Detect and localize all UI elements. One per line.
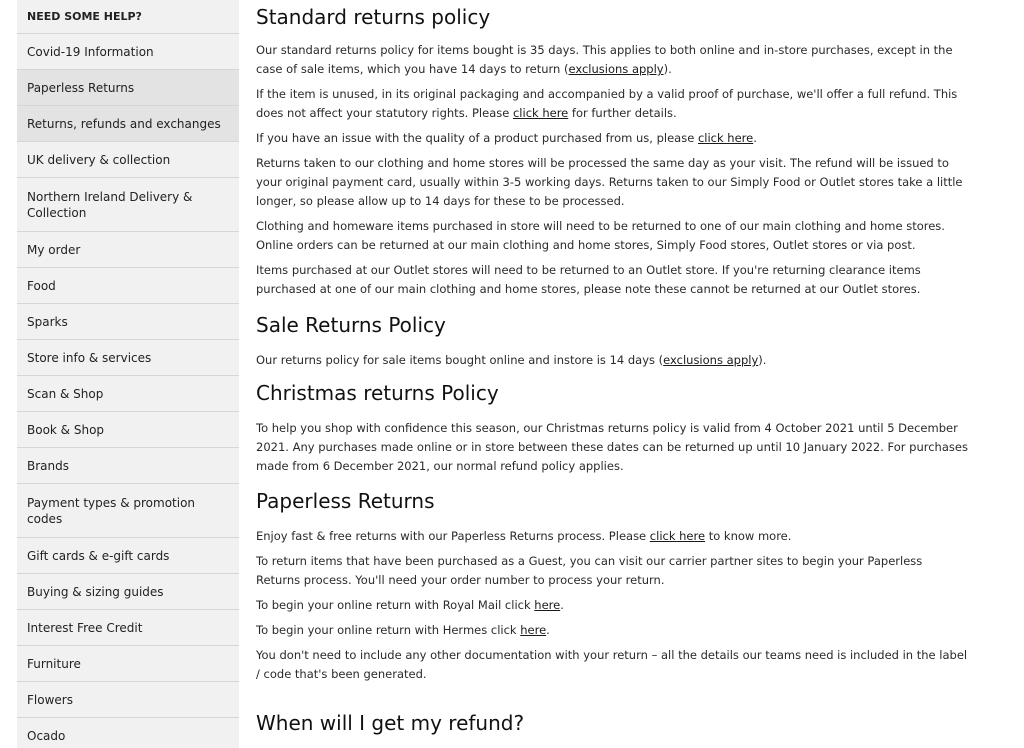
standard-paragraph-1 [256, 41, 968, 79]
paperless-paragraph-4 [256, 621, 968, 640]
text-span: for further details. [568, 106, 677, 120]
text-span: . [546, 623, 550, 637]
sidebar-item-payment-types[interactable]: Payment types & promotion codes [17, 484, 239, 538]
sale-paragraph-1 [256, 351, 968, 370]
text-span: Our returns policy for sale items bought online and instore is 14 days ( [256, 353, 664, 367]
text-span: To begin your online return with Hermes click [256, 623, 521, 637]
sale-returns-heading: Sale Returns Policy [256, 313, 446, 337]
christmas-returns-heading: Christmas returns Policy [256, 381, 499, 405]
paperless-returns-section [256, 488, 968, 690]
sidebar-header: NEED SOME HELP? [17, 0, 239, 34]
sidebar-item-store-info[interactable]: Store info & services [17, 340, 239, 376]
text-span: . [560, 598, 564, 612]
paperless-paragraph-5: You don't need to include any other documentation with your return – all the details our teams need is included in the label / code that's been generated. [256, 648, 968, 681]
text-span: If the item is unused, in its original packaging and accompanied by a valid proof of purchase, we'll offer a full refund. This does not affect your statutory rights. Please [256, 87, 958, 120]
refund-section [256, 710, 968, 736]
text-span: Our standard returns policy for items bought is 35 days. This applies to both online and in-store purchases, except in the case of sale items, which you have 14 days to return ( [256, 43, 953, 76]
sidebar-item-my-order[interactable]: My order [17, 232, 239, 268]
exclusions-link[interactable]: exclusions apply [568, 62, 664, 76]
sidebar-item-book-shop[interactable]: Book & Shop [17, 412, 239, 448]
sidebar-item-scan-shop[interactable]: Scan & Shop [17, 376, 239, 412]
paperless-returns-heading: Paperless Returns [256, 489, 435, 513]
paperless-paragraph-1 [256, 527, 968, 546]
paperless-paragraph-3 [256, 596, 968, 615]
sidebar-item-ocado[interactable]: Ocado [17, 718, 239, 748]
standard-paragraph-6: Items purchased at our Outlet stores will need to be returned to an Outlet store. If you're returning clearance items purchased at one of our main clothing and home stores, please note these cannot be returned at our Outlet stores. [256, 263, 921, 296]
sidebar-item-ni-delivery[interactable]: Northern Ireland Delivery & Collection [17, 178, 239, 232]
standard-paragraph-4: Returns taken to our clothing and home stores will be processed the same day as your visit. The refund will be issued to your original payment card, usually within 3-5 working days. Returns taken to our Simply Food or Outlet stores take a little longer, so please allow up to 14 days for these to be processed. [256, 156, 963, 208]
text-span: . [753, 131, 757, 145]
sidebar-item-gift-cards[interactable]: Gift cards & e-gift cards [17, 538, 239, 574]
sidebar-item-covid[interactable]: Covid-19 Information [17, 34, 239, 70]
sidebar-item-interest-free-credit[interactable]: Interest Free Credit [17, 610, 239, 646]
sidebar-item-uk-delivery[interactable]: UK delivery & collection [17, 142, 239, 178]
quality-issue-link[interactable]: click here [697, 131, 754, 145]
text-span: To begin your online return with Royal Mail click [256, 598, 535, 612]
sale-exclusions-link[interactable]: exclusions apply [663, 353, 759, 367]
further-details-link[interactable]: click here [512, 106, 569, 120]
sidebar-item-returns-refunds[interactable]: Returns, refunds and exchanges [17, 106, 239, 142]
royal-mail-link[interactable]: here [534, 598, 561, 612]
paperless-more-link[interactable]: click here [649, 529, 706, 543]
sale-returns-section [256, 312, 968, 376]
standard-returns-section [256, 4, 968, 305]
text-span: If you have an issue with the quality of a product purchased from us, please [256, 131, 698, 145]
sidebar-item-sparks[interactable]: Sparks [17, 304, 239, 340]
help-sidebar [17, 0, 239, 748]
sidebar-item-brands[interactable]: Brands [17, 448, 239, 484]
sidebar-item-furniture[interactable]: Furniture [17, 646, 239, 682]
hermes-link[interactable]: here [520, 623, 547, 637]
sidebar-item-buying-guides[interactable]: Buying & sizing guides [17, 574, 239, 610]
sidebar-item-paperless-returns[interactable]: Paperless Returns [17, 70, 239, 106]
sidebar-item-flowers[interactable]: Flowers [17, 682, 239, 718]
text-span: to know more. [705, 529, 792, 543]
sidebar-item-food[interactable]: Food [17, 268, 239, 304]
text-span: ). [663, 62, 672, 76]
standard-paragraph-2 [256, 85, 968, 123]
paperless-paragraph-2: To return items that have been purchased as a Guest, you can visit our carrier partner sites to begin your Paperless Returns process. You'll need your order number to process your return. [256, 554, 923, 587]
text-span: Enjoy fast & free returns with our Paperless Returns process. Please [256, 529, 650, 543]
christmas-returns-section [256, 380, 968, 482]
christmas-paragraph-1: To help you shop with confidence this season, our Christmas returns policy is valid from 4 October 2021 until 5 December 2021. Any purchases made online or in store between these dates can be returned up until 10 January 2022. For purchases made from 6 December 2021, our normal refund policy applies. [256, 421, 968, 473]
refund-heading: When will I get my refund? [256, 711, 525, 735]
text-span: ). [758, 353, 767, 367]
standard-paragraph-5: Clothing and homeware items purchased in store will need to be returned to one of our main clothing and home stores. Online orders can be returned at our main clothing and home stores, Simply Food stores, Outlet stores or via post. [256, 219, 945, 252]
standard-returns-heading: Standard returns policy [256, 5, 491, 29]
standard-paragraph-3 [256, 129, 968, 148]
